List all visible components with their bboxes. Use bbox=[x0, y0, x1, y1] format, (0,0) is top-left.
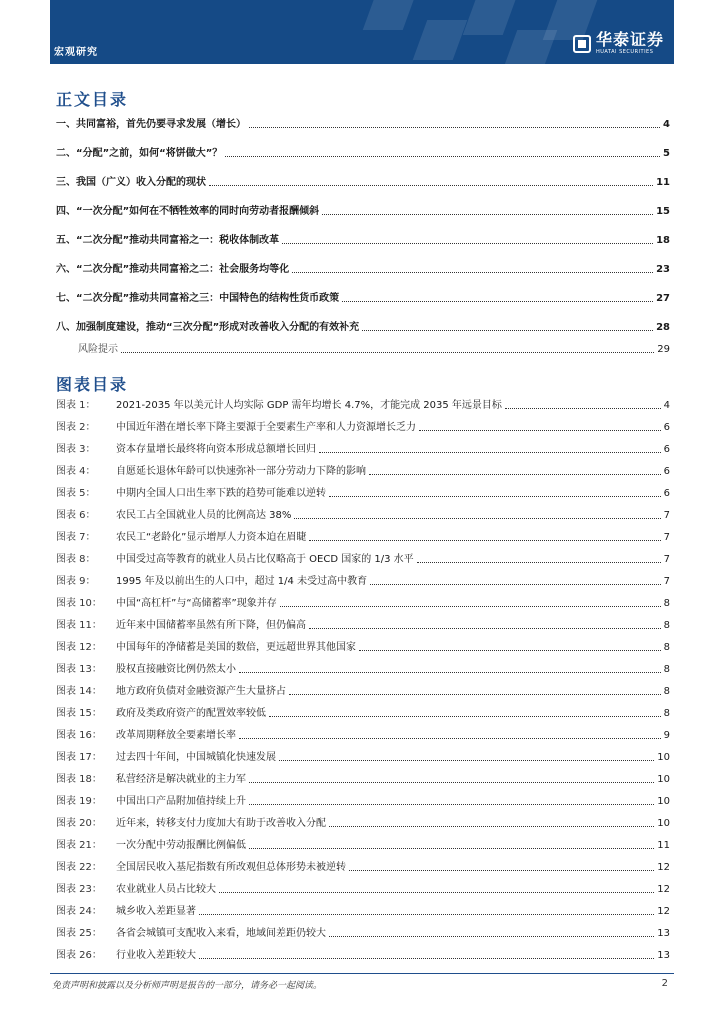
figure-entry[interactable]: 图表 8： 中国受过高等教育的就业人员占比仅略高于 OECD 国家的 1/3 水平 7 bbox=[56, 554, 670, 565]
figure-entry[interactable]: 图表 21： 一次分配中劳动报酬比例偏低 11 bbox=[56, 840, 670, 851]
figure-entry[interactable]: 图表 25： 各省会城镇可支配收入来看，地域间差距仍较大 13 bbox=[56, 928, 670, 939]
department-label: 宏观研究 bbox=[54, 47, 98, 58]
page-number: 2 bbox=[661, 978, 668, 989]
figure-entry[interactable]: 图表 9： 1995 年及以前出生的人口中，超过 1/4 未受过高中教育 7 bbox=[56, 576, 670, 587]
figure-entry[interactable]: 图表 1： 2021-2035 年以美元计人均实际 GDP 需年均增长 4.7%，才能完成 2035 年远景目标 4 bbox=[56, 400, 670, 411]
figure-entry[interactable]: 图表 16： 改革周期释放全要素增长率 9 bbox=[56, 730, 670, 741]
figure-entry[interactable]: 图表 22： 全国居民收入基尼指数有所改观但总体形势未被逆转 12 bbox=[56, 862, 670, 873]
figure-entry[interactable]: 图表 12： 中国每年的净储蓄是美国的数倍，更远超世界其他国家 8 bbox=[56, 642, 670, 653]
toc-title: 正文目录 bbox=[56, 90, 129, 109]
header-banner bbox=[50, 0, 674, 64]
figure-entry[interactable]: 图表 13： 股权直接融资比例仍然太小 8 bbox=[56, 664, 670, 675]
footer-disclaimer: 免责声明和披露以及分析师声明是报告的一部分，请务必一起阅读。 bbox=[52, 981, 323, 991]
figure-entry[interactable]: 图表 5： 中期内全国人口出生率下跌的趋势可能难以逆转 6 bbox=[56, 488, 670, 499]
figure-entry[interactable]: 图表 18： 私营经济是解决就业的主力军 10 bbox=[56, 774, 670, 785]
toc-entry[interactable]: 四、“一次分配”如何在不牺牲效率的同时向劳动者报酬倾斜 15 bbox=[56, 206, 670, 217]
toc-entry[interactable]: 二、“分配”之前，如何“将饼做大”？ 5 bbox=[56, 148, 670, 159]
figure-entry[interactable]: 图表 20： 近年来，转移支付力度加大有助于改善收入分配 10 bbox=[56, 818, 670, 829]
figure-entry[interactable]: 图表 19： 中国出口产品附加值持续上升 10 bbox=[56, 796, 670, 807]
figure-entry[interactable]: 图表 11： 近年来中国储蓄率虽然有所下降，但仍偏高 8 bbox=[56, 620, 670, 631]
figure-entry[interactable]: 图表 23： 农业就业人员占比较大 12 bbox=[56, 884, 670, 895]
toc-entry[interactable]: 七、“二次分配”推动共同富裕之三：中国特色的结构性货币政策 27 bbox=[56, 293, 670, 304]
figure-entry[interactable]: 图表 4： 自愿延长退休年龄可以快速弥补一部分劳动力下降的影响 6 bbox=[56, 466, 670, 477]
toc-entry[interactable]: 八、加强制度建设，推动“三次分配”形成对改善收入分配的有效补充 28 bbox=[56, 322, 670, 333]
toc-subentry[interactable]: 风险提示 29 bbox=[78, 344, 670, 355]
toc-entry[interactable]: 六、“二次分配”推动共同富裕之二：社会服务均等化 23 bbox=[56, 264, 670, 275]
figure-entry[interactable]: 图表 2： 中国近年潜在增长率下降主要源于全要素生产率和人力资源增长乏力 6 bbox=[56, 422, 670, 433]
logo-mark-icon bbox=[573, 35, 591, 53]
figure-list-title: 图表目录 bbox=[56, 375, 129, 394]
logo-english-name: HUATAI SECURITIES bbox=[595, 49, 654, 55]
figure-entry[interactable]: 图表 6： 农民工占全国就业人员的比例高达 38% 7 bbox=[56, 510, 670, 521]
footer-divider bbox=[50, 973, 674, 974]
logo-name: 华泰证券 bbox=[595, 30, 664, 49]
figure-entry[interactable]: 图表 14： 地方政府负债对金融资源产生大量挤占 8 bbox=[56, 686, 670, 697]
figure-entry[interactable]: 图表 26： 行业收入差距较大 13 bbox=[56, 950, 670, 961]
figure-entry[interactable]: 图表 17： 过去四十年间，中国城镇化快速发展 10 bbox=[56, 752, 670, 763]
figure-entry[interactable]: 图表 3： 资本存量增长最终将向资本形成总额增长回归 6 bbox=[56, 444, 670, 455]
figure-entry[interactable]: 图表 10： 中国“高杠杆”与“高储蓄率”现象并存 8 bbox=[56, 598, 670, 609]
figure-entry[interactable]: 图表 15： 政府及类政府资产的配置效率较低 8 bbox=[56, 708, 670, 719]
toc-entry[interactable]: 三、我国（广义）收入分配的现状 11 bbox=[56, 177, 670, 188]
company-logo bbox=[573, 32, 664, 55]
figure-entry[interactable]: 图表 24： 城乡收入差距显著 12 bbox=[56, 906, 670, 917]
toc-entry[interactable]: 一、共同富裕，首先仍要寻求发展（增长） 4 bbox=[56, 119, 670, 130]
toc-entry[interactable]: 五、“二次分配”推动共同富裕之一：税收体制改革 18 bbox=[56, 235, 670, 246]
figure-entry[interactable]: 图表 7： 农民工“老龄化”显示增厚人力资本迫在眉睫 7 bbox=[56, 532, 670, 543]
